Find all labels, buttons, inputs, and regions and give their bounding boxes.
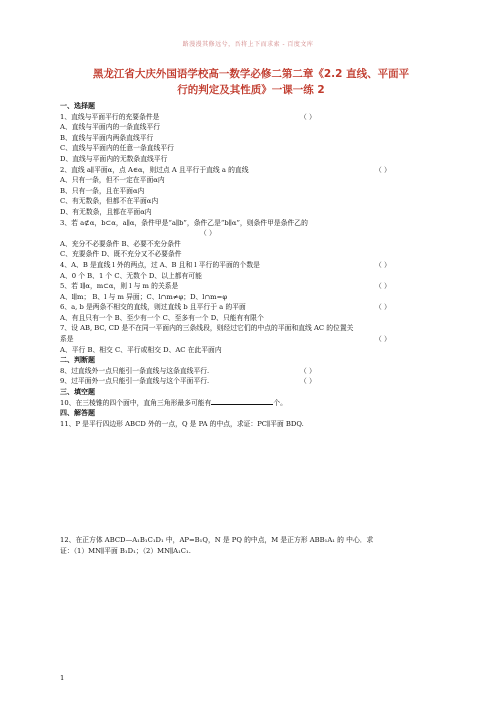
q1-option-d: D、直线与平面内的无数条直线平行: [60, 154, 168, 163]
q9: 9、过平面外一点只能引一条直线与这个平面平行. （ ）: [60, 377, 316, 386]
q7-options: A、平行 B、相交 C、平行或相交 D、AC 在此平面内: [60, 345, 222, 354]
q2-stem: 2、直线 a∥平面α，点 A∈α，则过点 A 且平行于直线 a 的直线 （ ）: [60, 165, 391, 174]
q7-answer-paren: （ ）: [375, 335, 391, 344]
title-line-1: 黑龙江省大庆外国语学校高一数学必修二第二章《2.2 直线、平面平: [92, 68, 410, 80]
q1-stem: 1、直线与平面平行的充要条件是 （ ）: [60, 112, 316, 121]
q12: [60, 535, 440, 557]
q7-stem-cont: 系是 （ ）: [60, 335, 391, 344]
q1-option-b: B、直线与平面内两条直线平行: [60, 133, 154, 142]
title-line-2: 行的判定及其性质》一课一练 2: [177, 84, 325, 96]
q4-answer-paren: （ ）: [375, 260, 391, 269]
q2-option-c: C、有无数条，但都不在平面α内: [60, 197, 159, 206]
page-number: 1: [60, 674, 65, 682]
q2-option-a: A、只有一条，但不一定在平面α内: [60, 176, 165, 185]
q1-option-c: C、直线与平面内的任意一条直线平行: [60, 144, 174, 153]
section-heading-fill: 三、填空题: [60, 388, 95, 397]
q4-stem: 4、A、B 是直线 l 外的两点，过 A、B 且和 l 平行的平面的个数是 （ ）: [60, 260, 391, 269]
q2-option-b: B、只有一条，且在平面α内: [60, 186, 145, 195]
section-heading-judge: 二、判断题: [60, 356, 95, 365]
q3-paren-line: [60, 228, 460, 239]
q6-stem: 6、a, b 是两条不相交的直线，则过直线 b 且平行于 a 的平面 （ ）: [60, 303, 391, 312]
q8: 8、过直线外一点只能引一条直线与这条直线平行. （ ）: [60, 366, 316, 375]
q3-stem: 3、若 a⊄α，b⊂α，a∥α，条件甲是“a∥b”，条件乙是“b∥α”，则条件甲是条件乙的: [60, 218, 308, 227]
watermark: 路漫漫其修远兮，吾将上下而求索 - 百度文库: [182, 41, 314, 48]
q5-answer-paren: （ ）: [375, 282, 391, 291]
q1-option-a: A、直线与平面内的一条直线平行: [60, 123, 161, 132]
q2-option-d: D、有无数条，且都在平面α内: [60, 207, 152, 216]
q6-answer-paren: （ ）: [375, 303, 391, 312]
q10-answer-blank[interactable]: [211, 398, 273, 405]
q3-answer-paren: （ ）: [200, 229, 216, 238]
question-list: [60, 101, 460, 429]
q12-line-2: 证：（1）MN∥平面 B₁D₁；（2）MN∥A₁C₁.: [60, 547, 191, 555]
q1-answer-paren: （ ）: [300, 112, 316, 121]
q3-options-cd: C、充要条件 D、既不充分又不必要条件: [60, 250, 182, 259]
q8-answer-paren: （ ）: [300, 366, 316, 375]
q2-answer-paren: （ ）: [375, 165, 391, 174]
q12-line-1: 12、在正方体 ABCD—A₁B₁C₁D₁ 中，AP=B₁Q，N 是 PQ 的中点，M 是正方形 ABB₁A₁ 的 中心．求: [60, 536, 374, 544]
q3-options-ab: A、充分不必要条件 B、必要不充分条件: [60, 239, 181, 248]
q5-stem: 5、若 l∥α，m⊂α，则 l 与 m 的关系是 （ ）: [60, 282, 391, 291]
q5-options: A、l∥m； B、l 与 m 异面；C、l∩m≠φ；D、l∩m=φ: [60, 292, 228, 301]
section-heading-solve: 四、解答题: [60, 409, 95, 418]
q11: 11、P 是平行四边形 ABCD 外的一点，Q 是 PA 的中点，求证：PC∥平面 BDQ.: [60, 419, 304, 428]
q4-options: A、0 个 B、1 个 C、无数个 D、以上都有可能: [60, 271, 202, 280]
q6-options: A、有且只有一个 B、至少有一个 C、至多有一个 D、只能有有限个: [60, 313, 264, 322]
q7-stem: 7、设 AB, BC, CD 是不在同一平面内的三条线段，则经过它们的中点的平面和直线 AC 的位置关: [60, 324, 354, 333]
q9-answer-paren: （ ）: [300, 377, 316, 386]
section-heading-choice: 一、选择题: [60, 102, 95, 110]
q10: 10、在三棱锥的四个面中，直角三角形最多可能有 个。: [60, 398, 287, 407]
document-title: [56, 66, 446, 98]
